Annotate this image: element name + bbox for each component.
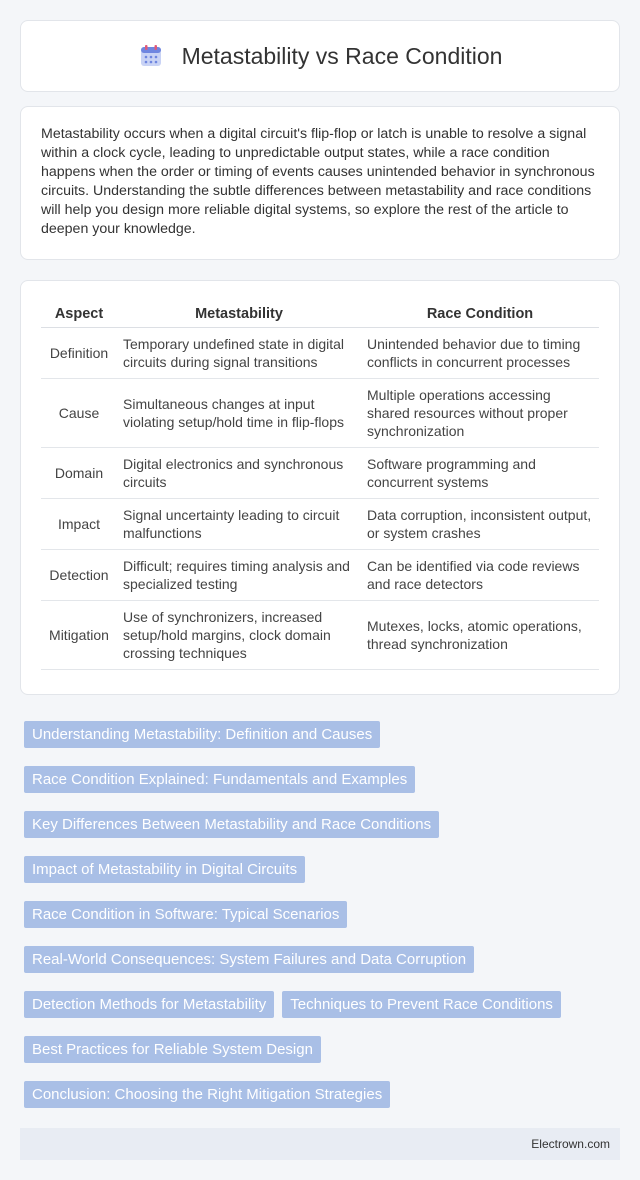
link-race-condition-in-software[interactable]: Race Condition in Software: Typical Scenarios (24, 901, 347, 928)
page-title: Metastability vs Race Condition (181, 42, 503, 69)
table-row (41, 499, 599, 550)
header-aspect: Aspect (41, 301, 117, 328)
table-header-row (41, 301, 599, 328)
cell-race-condition: Can be identified via code reviews and race detectors (361, 550, 599, 601)
cell-metastability: Use of synchronizers, increased setup/hold margins, clock domain crossing techniques (117, 601, 361, 670)
cell-metastability: Simultaneous changes at input violating setup/hold time in flip-flops (117, 379, 361, 448)
link-detection-methods[interactable]: Detection Methods for Metastability (24, 991, 274, 1018)
table-row (41, 448, 599, 499)
cell-race-condition: Multiple operations accessing shared resources without proper synchronization (361, 379, 599, 448)
cell-race-condition: Software programming and concurrent systems (361, 448, 599, 499)
cell-metastability: Digital electronics and synchronous circuits (117, 448, 361, 499)
header-race-condition: Race Condition (361, 301, 599, 328)
intro-text: Metastability occurs when a digital circuit's flip-flop or latch is unable to resolve a signal within a clock cycle, leading to unpredictable output states, while a race condition happens when the order or timing of events causes unintended behavior in synchronous circuits. Understanding the subtle differences between metastability and race conditions will help you design more reliable digital systems, so explore the rest of the article to deepen your knowledge. (41, 126, 595, 237)
comparison-table-card (20, 280, 620, 695)
footer-site: Electrown.com (531, 1137, 610, 1151)
cell-race-condition: Unintended behavior due to timing conflicts in concurrent processes (361, 328, 599, 379)
link-conclusion[interactable]: Conclusion: Choosing the Right Mitigation Strategies (24, 1081, 390, 1108)
link-impact-of-metastability[interactable]: Impact of Metastability in Digital Circuits (24, 856, 305, 883)
link-key-differences[interactable]: Key Differences Between Metastability and Race Conditions (24, 811, 439, 838)
calendar-icon (138, 43, 164, 69)
intro-card (20, 106, 620, 260)
link-best-practices[interactable]: Best Practices for Reliable System Design (24, 1036, 321, 1063)
table-row (41, 328, 599, 379)
related-links (20, 721, 620, 1108)
cell-metastability: Difficult; requires timing analysis and specialized testing (117, 550, 361, 601)
cell-race-condition: Mutexes, locks, atomic operations, thread synchronization (361, 601, 599, 670)
header-card (20, 20, 620, 92)
link-prevent-race-conditions[interactable]: Techniques to Prevent Race Conditions (282, 991, 561, 1018)
cell-metastability: Signal uncertainty leading to circuit malfunctions (117, 499, 361, 550)
footer (20, 1128, 620, 1160)
table-row (41, 379, 599, 448)
cell-race-condition: Data corruption, inconsistent output, or system crashes (361, 499, 599, 550)
link-understanding-metastability[interactable]: Understanding Metastability: Definition and Causes (24, 721, 380, 748)
cell-metastability: Temporary undefined state in digital circuits during signal transitions (117, 328, 361, 379)
table-row (41, 550, 599, 601)
cell-aspect: Definition (41, 328, 117, 379)
header-metastability: Metastability (117, 301, 361, 328)
link-real-world-consequences[interactable]: Real-World Consequences: System Failures and Data Corruption (24, 946, 474, 973)
link-race-condition-explained[interactable]: Race Condition Explained: Fundamentals and Examples (24, 766, 415, 793)
table-row (41, 601, 599, 670)
comparison-table (41, 301, 599, 670)
cell-aspect: Domain (41, 448, 117, 499)
cell-aspect: Impact (41, 499, 117, 550)
cell-aspect: Detection (41, 550, 117, 601)
cell-aspect: Mitigation (41, 601, 117, 670)
cell-aspect: Cause (41, 379, 117, 448)
